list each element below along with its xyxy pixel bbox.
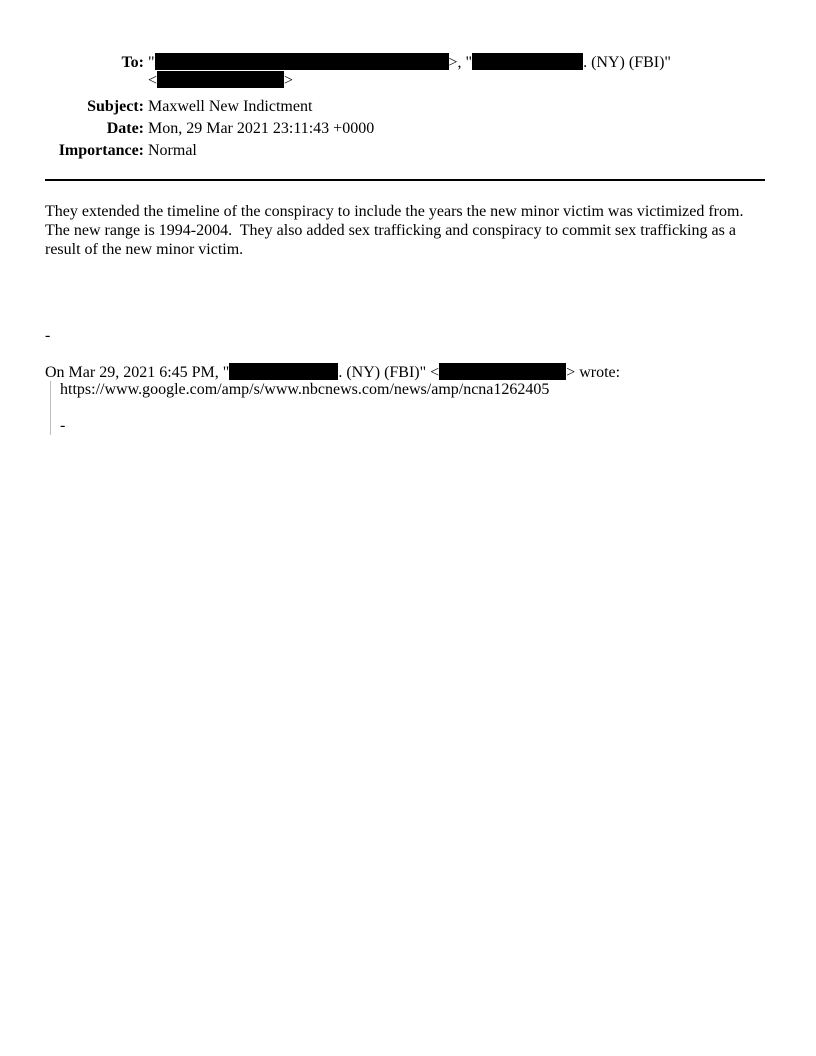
quote-intro-line <box>45 363 620 382</box>
subject-label: Subject: <box>87 98 144 115</box>
to-suffix: . (NY) (FBI)" <box>583 54 671 71</box>
subject-row <box>0 97 816 119</box>
redaction-box <box>155 53 449 70</box>
quote-intro-suffix: > wrote: <box>566 364 621 381</box>
redaction-box <box>157 71 284 88</box>
to-separator: >, " <box>448 54 473 71</box>
to-value <box>148 53 671 73</box>
header-divider <box>45 179 765 181</box>
importance-value: Normal <box>148 142 197 159</box>
date-label: Date: <box>106 120 144 137</box>
quoted-link[interactable]: https://www.google.com/amp/s/www.nbcnews.com/news/amp/ncna1262405 <box>60 381 550 398</box>
message-paragraph: They extended the timeline of the conspiracy to include the years the new minor victim was victimized from. The new range is 1994-2004. They also added sex trafficking and conspiracy to commit sex trafficking as a result of the new minor victim. <box>45 203 744 258</box>
redaction-box <box>472 53 583 70</box>
quote-intro-prefix: On Mar 29, 2021 6:45 PM, " <box>45 364 230 381</box>
to-line2-open: < <box>148 72 158 89</box>
signature-dash: - <box>45 327 51 344</box>
date-value: Mon, 29 Mar 2021 23:11:43 +0000 <box>148 120 375 137</box>
importance-row <box>0 141 816 163</box>
to-label: To: <box>121 54 144 71</box>
to-line2-close: > <box>284 72 294 89</box>
date-row <box>0 119 816 141</box>
quote-intro-mid: . (NY) (FBI)" < <box>338 364 440 381</box>
redaction-box <box>229 363 338 380</box>
redaction-box <box>439 363 566 380</box>
to-row <box>0 53 816 97</box>
to-open-quote: " <box>148 54 155 71</box>
to-value-line2 <box>148 71 293 91</box>
message-body <box>45 202 765 259</box>
email-header <box>0 53 816 163</box>
importance-label: Importance: <box>58 142 144 159</box>
subject-value: Maxwell New Indictment <box>148 98 313 115</box>
quoted-message <box>50 381 549 435</box>
quoted-signature-dash: - <box>60 417 66 434</box>
